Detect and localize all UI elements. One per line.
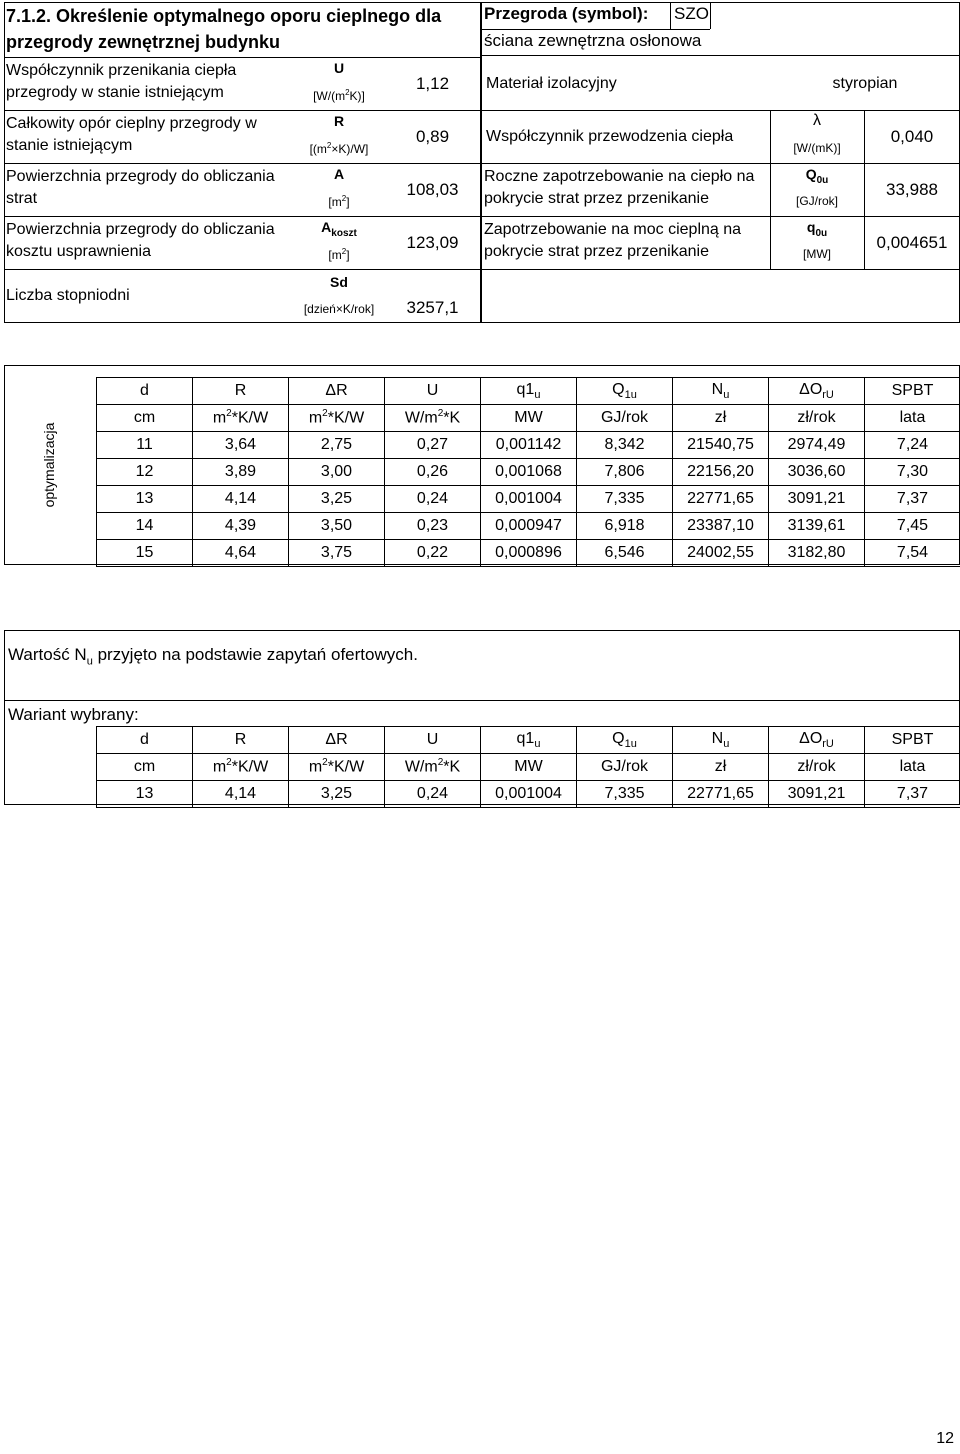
cell: 22771,65 [673,781,769,808]
cell: 3,50 [289,513,385,540]
optim-units-row [97,405,960,432]
unit-cell: zł/rok [769,754,865,781]
param-desc: Współczynnik przewodzenia ciepła [486,127,734,145]
param-desc: pokrycie strat przez przenikanie [484,190,709,207]
param-value: 33,988 [886,179,938,199]
param-value: 0,004651 [876,232,948,252]
unit-cell: MW [481,754,577,781]
col-q1u: $q1_u$ [481,378,577,405]
param-unit: [MW] [803,247,831,261]
cell: 0,22 [385,540,481,567]
col-d: d [97,378,193,405]
unit-cell: $m^2*K/W$ [289,754,385,781]
selected-header-row [97,727,960,754]
cell: 4,64 [193,540,289,567]
table-row [97,486,960,513]
param-value: 1,12 [415,73,450,93]
param-symbol: R [333,113,345,129]
param-unit: [GJ/rok] [795,194,838,208]
cell: 7,30 [865,459,960,486]
unit-cell: cm [97,405,193,432]
param-symbol: $q_{0u}$ [806,219,828,239]
col-Q1u: $Q_{1u}$ [577,378,673,405]
cell: 0,24 [385,781,481,808]
param-unit: [W/(mK)] [793,141,841,155]
table-row [97,432,960,459]
param-symbol: A [333,166,345,182]
title-line-1: 7.1.2. Określenie optymalnego oporu cieplnego dla [6,6,442,26]
col-nu: $N_u$ [673,378,769,405]
unit-cell: lata [865,405,960,432]
cell: 11 [97,432,193,459]
optimization-table [96,377,960,567]
cell: 7,45 [865,513,960,540]
unit-cell: MW [481,405,577,432]
unit-cell: GJ/rok [577,754,673,781]
param-value: 3257,1 [406,297,459,317]
param-unit: [dzień×K/rok] [303,302,375,316]
cell: 0,001142 [481,432,577,459]
col-Q1u: $Q_{1u}$ [577,727,673,754]
cell: 2,75 [289,432,385,459]
unit-cell: $W/m^2*K$ [385,405,481,432]
cell: 14 [97,513,193,540]
param-desc: Roczne zapotrzebowanie na ciepło na [484,168,755,185]
unit-cell: lata [865,754,960,781]
param-desc: Współczynnik przenikania ciepła [6,62,237,79]
param-symbol: U [333,60,345,76]
cell: 15 [97,540,193,567]
selected-label: Wariant wybrany: [8,705,139,724]
cell: 13 [97,486,193,513]
param-desc: Powierzchnia przegrody do obliczania [6,221,275,238]
col-d: d [97,727,193,754]
col-dou: $\Delta O_{rU}$ [769,378,865,405]
optimization-side-label: optymalizacja [41,422,57,508]
param-desc: Całkowity opór cieplny przegrody w [6,115,257,132]
section-title [6,3,476,57]
unit-cell: $m^2*K/W$ [193,754,289,781]
param-value: 0,89 [415,126,450,146]
partition-name: ściana zewnętrzna osłonowa [484,31,702,50]
cell: 0,000947 [481,513,577,540]
col-u: U [385,727,481,754]
title-line-2: przegrody zewnętrznej budynku [6,32,281,52]
param-desc: kosztu usprawnienia [6,243,151,260]
cell: 3,25 [289,486,385,513]
note-text: Wartość $N_u$ przyjęto na podstawie zapytań ofertowych. [8,645,418,668]
cell: 0,26 [385,459,481,486]
cell: 7,806 [577,459,673,486]
cell: 12 [97,459,193,486]
table-row [97,513,960,540]
param-desc: strat [6,190,38,207]
param-desc: Liczba stopniodni [6,287,130,304]
table-row [97,540,960,567]
param-value: styropian [832,74,898,92]
cell: 3091,21 [769,781,865,808]
cell: 7,37 [865,781,960,808]
cell: 7,335 [577,781,673,808]
col-dou: $\Delta O_{rU}$ [769,727,865,754]
cell: 3,89 [193,459,289,486]
cell: 22156,20 [673,459,769,486]
col-dr: ΔR [289,727,385,754]
param-symbol: λ [813,112,821,129]
cell: 6,546 [577,540,673,567]
cell: 3091,21 [769,486,865,513]
cell: 21540,75 [673,432,769,459]
cell: 3139,61 [769,513,865,540]
cell: 7,37 [865,486,960,513]
cell: 4,14 [193,486,289,513]
cell: 3,64 [193,432,289,459]
unit-cell: $m^2*K/W$ [193,405,289,432]
cell: 3,75 [289,540,385,567]
cell: 22771,65 [673,486,769,513]
table-row [97,459,960,486]
selected-row [97,781,960,808]
param-desc: przegrody w stanie istniejącym [6,84,224,101]
unit-cell: zł [673,405,769,432]
param-value: 0,040 [890,126,934,146]
cell: 0,23 [385,513,481,540]
col-r: R [193,378,289,405]
unit-cell: zł/rok [769,405,865,432]
cell: 23387,10 [673,513,769,540]
cell: 3,00 [289,459,385,486]
param-symbol: $Q_{0u}$ [805,166,829,186]
col-u: U [385,378,481,405]
param-desc: Materiał izolacyjny [486,74,617,92]
col-spbt: SPBT [865,727,960,754]
optim-header-row [97,378,960,405]
selected-units-row [97,754,960,781]
unit-cell: zł [673,754,769,781]
cell: 8,342 [577,432,673,459]
cell: 0,27 [385,432,481,459]
cell: 0,001068 [481,459,577,486]
col-q1u: $q1_u$ [481,727,577,754]
param-value: 108,03 [406,179,459,199]
param-desc: pokrycie strat przez przenikanie [484,243,709,260]
cell: 0,001004 [481,781,577,808]
unit-cell: $W/m^2*K$ [385,754,481,781]
param-desc: Zapotrzebowanie na moc cieplną na [484,221,742,238]
col-dr: ΔR [289,378,385,405]
cell: 0,001004 [481,486,577,513]
cell: 4,14 [193,781,289,808]
cell: 7,24 [865,432,960,459]
unit-cell: cm [97,754,193,781]
cell: 7,54 [865,540,960,567]
col-nu: $N_u$ [673,727,769,754]
unit-cell: GJ/rok [577,405,673,432]
partition-symbol: SZO [674,4,709,23]
cell: 6,918 [577,513,673,540]
cell: 4,39 [193,513,289,540]
unit-cell: $m^2*K/W$ [289,405,385,432]
param-desc: Powierzchnia przegrody do obliczania [6,168,275,185]
cell: 24002,55 [673,540,769,567]
cell: 0,24 [385,486,481,513]
cell: 3182,80 [769,540,865,567]
param-value: 123,09 [406,232,459,252]
cell: 13 [97,781,193,808]
cell: 0,000896 [481,540,577,567]
cell: 3036,60 [769,459,865,486]
col-spbt: SPBT [865,378,960,405]
param-desc: stanie istniejącym [6,137,133,154]
param-symbol: $A_{koszt}$ [321,219,357,239]
cell: 3,25 [289,781,385,808]
col-r: R [193,727,289,754]
selected-table [96,726,960,808]
partition-label: Przegroda (symbol): [484,4,649,23]
cell: 7,335 [577,486,673,513]
cell: 2974,49 [769,432,865,459]
param-symbol: Sd [330,274,348,290]
page-number: 12 [936,1430,954,1447]
